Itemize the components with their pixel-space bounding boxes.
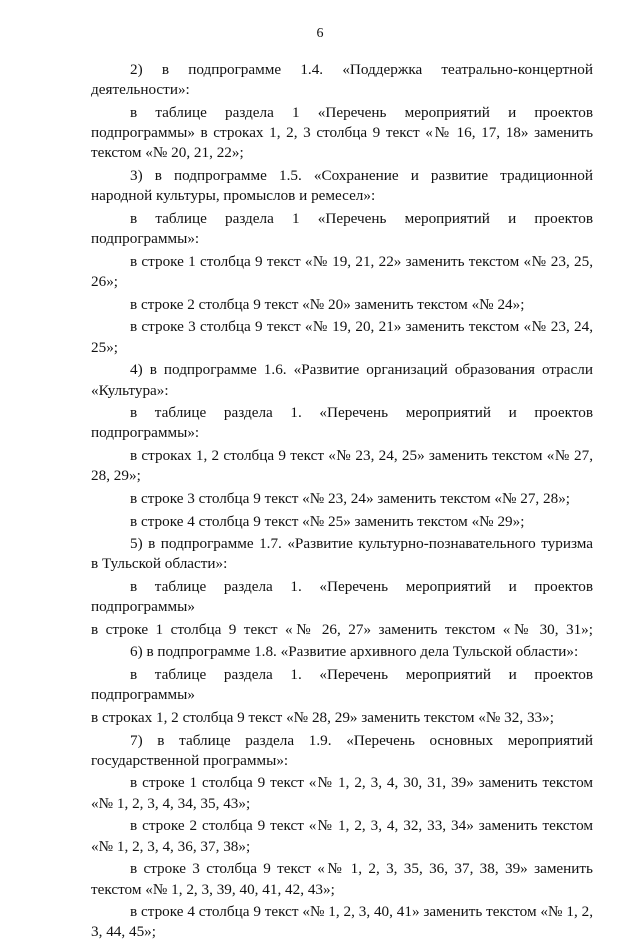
item-4-heading: 4) в подпрограмме 1.6. «Развитие организаций образования отрасли «Культура»: <box>91 361 593 399</box>
item-7-row-3: в строке 3 столбца 9 текст «№ 1, 2, 3, 35, 36, 37, 38, 39» заменить текстом «№ 1, 2, 3, 39, 40, 41, 42, 43»; <box>91 860 593 898</box>
item-7-row-2: в строке 2 столбца 9 текст «№ 1, 2, 3, 4, 32, 33, 34» заменить текстом «№ 1, 2, 3, 4, 36, 37, 38»; <box>91 817 593 855</box>
item-7-row-1: в строке 1 столбца 9 текст «№ 1, 2, 3, 4, 30, 31, 39» заменить текстом «№ 1, 2, 3, 4, 34, 35, 43»; <box>91 774 593 812</box>
item-4-row-3: в строке 3 столбца 9 текст «№ 23, 24» заменить текстом «№ 27, 28»; <box>130 489 571 507</box>
item-3-row-2: в строке 2 столбца 9 текст «№ 20» заменить текстом «№ 24»; <box>130 295 525 313</box>
item-7-row-4: в строке 4 столбца 9 текст «№ 1, 2, 3, 40, 41» заменить текстом «№ 1, 2, 3, 44, 45»; <box>91 903 593 941</box>
item-7-heading: 7) в таблице раздела 1.9. «Перечень основных мероприятий государственной программы»: <box>91 731 593 769</box>
page-number: 6 <box>316 26 324 41</box>
item-3-row-1: в строке 1 столбца 9 текст «№ 19, 21, 22» заменить текстом «№ 23, 25, 26»; <box>91 252 593 291</box>
item-3-heading: 3) в подпрограмме 1.5. «Сохранение и развитие традиционной народной культуры, промыслов и ремесел»: <box>91 167 593 205</box>
item-3-row-3: в строке 3 столбца 9 текст «№ 19, 20, 21» заменить текстом «№ 23, 24, 25»; <box>91 318 593 356</box>
item-4-row-4: в строке 4 столбца 9 текст «№ 25» заменить текстом «№ 29»; <box>130 512 525 530</box>
item-5-table-intro: в таблице раздела 1. «Перечень мероприятий и проектов подпрограммы» <box>91 577 593 616</box>
document-body <box>91 60 593 945</box>
item-5-row-1: в строке 1 столбца 9 текст «№ 26, 27» заменить текстом «№ 30, 31»; <box>91 620 593 638</box>
item-2-table-instruction: в таблице раздела 1 «Перечень мероприятий и проектов подпрограммы» в строках 1, 2, 3 столбца 9 текст «№ 16, 17, 18» заменить текстом «№ 20, 21, 22»; <box>91 103 593 162</box>
item-6-table-intro: в таблице раздела 1. «Перечень мероприятий и проектов подпрограммы» <box>91 666 593 704</box>
item-4-table-intro: в таблице раздела 1. «Перечень мероприятий и проектов подпрограммы»: <box>91 404 593 442</box>
item-5-heading: 5) в подпрограмме 1.7. «Развитие культурно-познавательного туризма в Тульской области»: <box>91 535 593 573</box>
item-3-table-intro: в таблице раздела 1 «Перечень мероприятий и проектов подпрограммы»: <box>91 209 593 248</box>
item-4-rows-1-2: в строках 1, 2 столбца 9 текст «№ 23, 24, 25» заменить текстом «№ 27, 28, 29»; <box>91 447 593 485</box>
item-6-heading: 6) в подпрограмме 1.8. «Развитие архивного дела Тульской области»: <box>130 643 579 661</box>
item-2-heading: 2) в подпрограмме 1.4. «Поддержка театрально-концертной деятельности»: <box>91 61 593 99</box>
item-6-rows-1-2: в строках 1, 2 столбца 9 текст «№ 28, 29» заменить текстом «№ 32, 33»; <box>91 708 554 726</box>
